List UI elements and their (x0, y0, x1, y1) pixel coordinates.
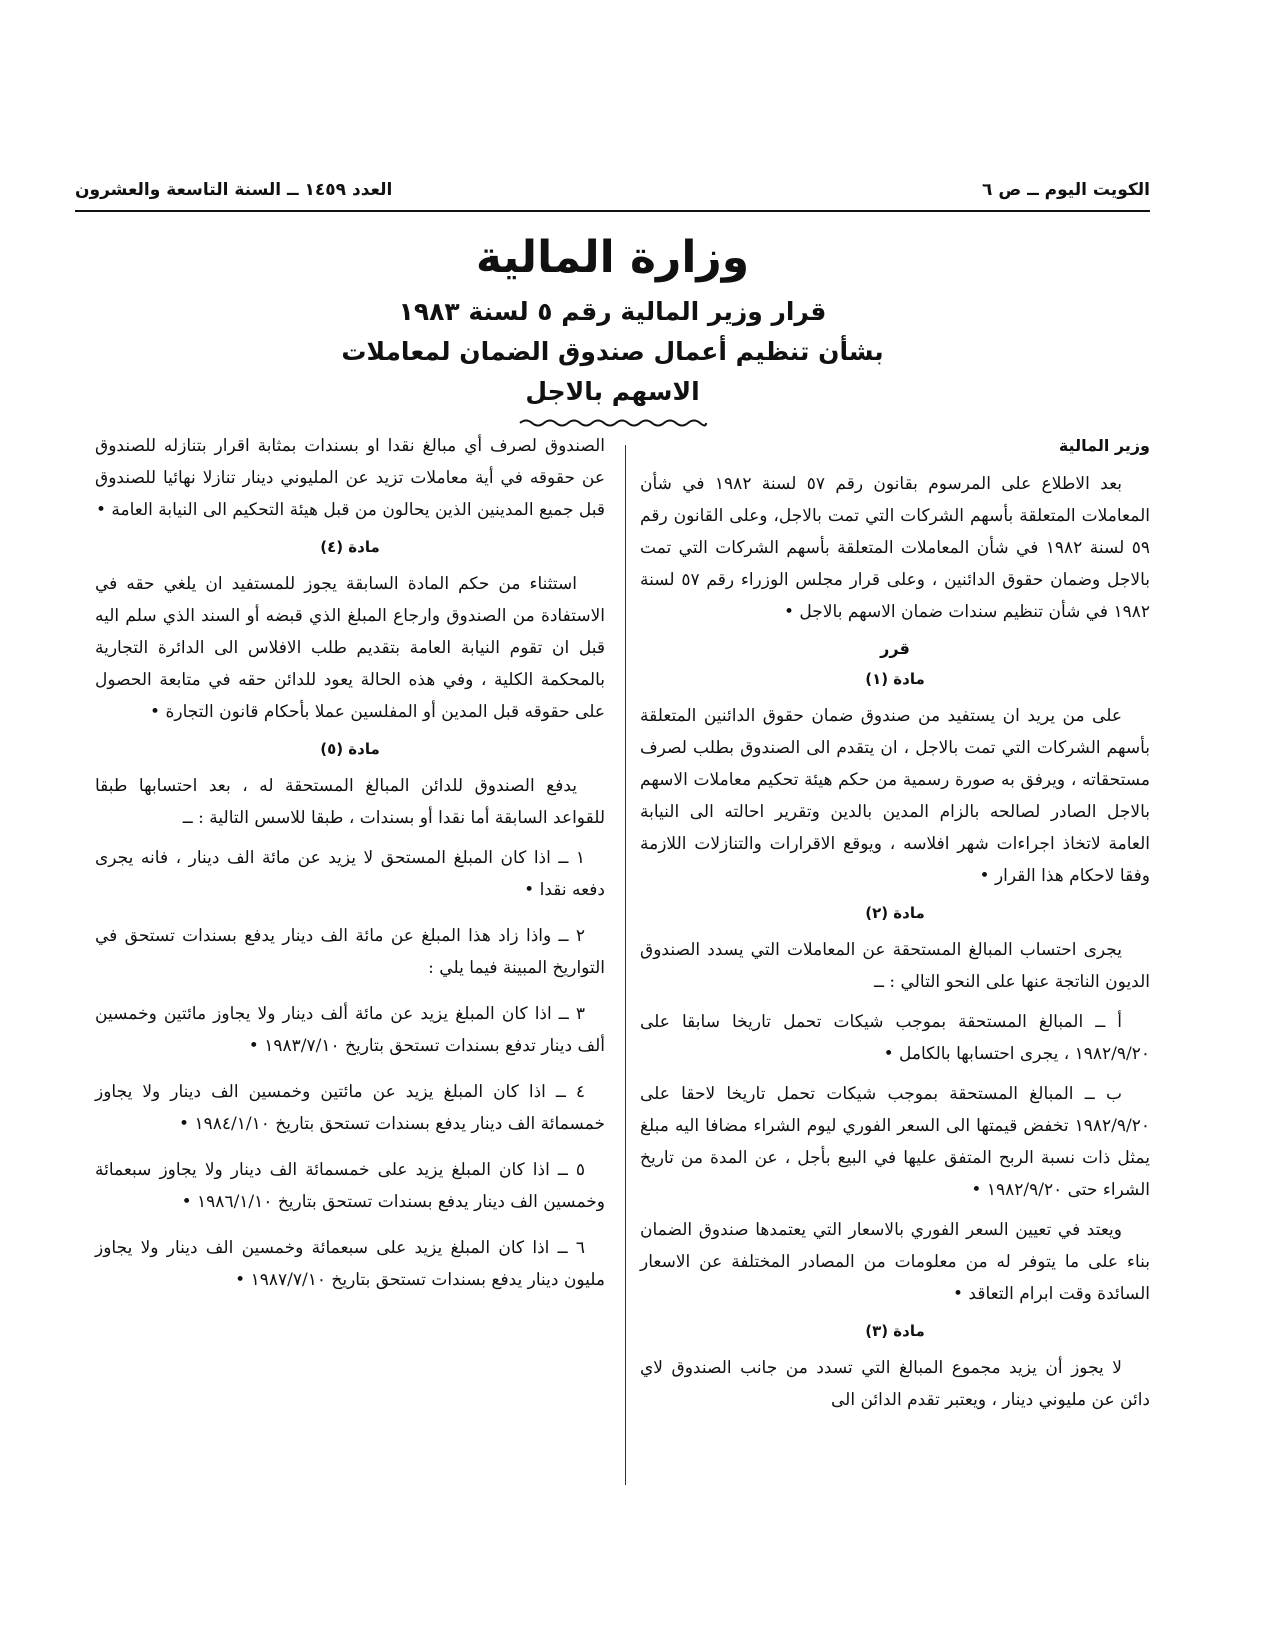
article-2-clause-a: أ ــ المبالغ المستحقة بموجب شيكات تحمل تاريخا سابقا على ١٩٨٢/٩/٢٠ ، يجرى احتسابها بالكامل • (640, 1012, 1150, 1064)
decides-heading: قرر (880, 639, 910, 658)
decree-title: قرار وزير المالية رقم ٥ لسنة ١٩٨٣ (398, 297, 827, 326)
article-1-heading: مادة (١) (865, 670, 925, 688)
article-5-item: ٤ ــ اذا كان المبلغ يزيد عن مائتين وخمسين الف دينار ولا يجاوز خمسمائة الف دينار يدفع بسندات تستحق بتاريخ ١٩٨٤/١/١٠ • (95, 1082, 605, 1134)
article-2-clause-c: ويعتد في تعيين السعر الفوري بالاسعار التي يعتمدها صندوق الضمان بناء على ما يتوفر له من معلومات من المصادر المختلفة عن الاسعار السائدة وقت ابرام التعاقد • (640, 1220, 1150, 1304)
right-column (640, 430, 1150, 1424)
article-3-heading: مادة (٣) (865, 1322, 925, 1340)
article-2-clause-b: ب ــ المبالغ المستحقة بموجب شيكات تحمل تاريخا لاحقا على ١٩٨٢/٩/٢٠ تخفض قيمتها الى السعر الفوري ليوم الشراء مضافا اليه مبلغ يمثل ذات نسبة الربح المتفق عليها في البيع بأجل ، عن المدة من تاريخ الشراء حتى ١٩٨٢/٩/٢٠ • (640, 1084, 1150, 1200)
article-5-item: ٣ ــ اذا كان المبلغ يزيد عن مائة ألف دينار ولا يجاوز مائتين وخمسين ألف دينار تدفع بسندات تستحق بتاريخ ١٩٨٣/٧/١٠ • (95, 1004, 605, 1056)
article-1-text: على من يريد ان يستفيد من صندوق ضمان حقوق الدائنين المتعلقة بأسهم الشركات التي تمت بالاجل ، ان يتقدم الى الصندوق بطلب لصرف مستحقاته ، ويرفق به صورة رسمية من حكم هيئة تحكيم معاملات الاسهم بالاجل الصادر لصالحه بالزام المدين بالدين وتقرير احالته الى النيابة العامة لاتخاذ اجراءات شهر افلاسه ، ويوقع الاقرارات والتنازلات اللازمة وفقا لاحكام هذا القرار • (640, 706, 1150, 886)
article-2-intro: يجرى احتساب المبالغ المستحقة عن المعاملات التي يسدد الصندوق الديون الناتجة عنها على النحو التالي : ــ (640, 940, 1150, 992)
gazette-name-page: الكويت اليوم ــ ص ٦ (982, 180, 1150, 200)
running-header (75, 180, 1150, 210)
article-5-intro: يدفع الصندوق للدائن المبالغ المستحقة له ، بعد احتسابها طبقا للقواعد السابقة أما نقدا أو بسندات ، طبقا للاسس التالية : ــ (95, 776, 605, 828)
header-rule (75, 210, 1150, 212)
ministry-title: وزارة المالية (475, 232, 750, 283)
article-5-heading: مادة (٥) (320, 740, 380, 758)
preamble: بعد الاطلاع على المرسوم بقانون رقم ٥٧ لسنة ١٩٨٢ في شأن المعاملات المتعلقة بأسهم الشركات التي تمت بالاجل، وعلى القانون رقم ٥٩ لسنة ١٩٨٢ في شأن المعاملات المتعلقة بأسهم الشركات التي تمت بالاجل وضمان حقوق الدائنين ، وعلى قرار مجلس الوزراء رقم ٥٧ لسنة ١٩٨٢ في شأن تنظيم سندات ضمان الاسهم بالاجل • (640, 474, 1151, 622)
article-5-item: ٦ ــ اذا كان المبلغ يزيد على سبعمائة وخمسين الف دينار ولا يجاوز مليون دينار يدفع بسندات تستحق بتاريخ ١٩٨٧/٧/١٠ • (95, 1238, 605, 1290)
title-block (75, 228, 1150, 432)
article-5-item: ٥ ــ اذا كان المبلغ يزيد على خمسمائة الف دينار ولا يجاوز سبعمائة وخمسين الف دينار يدفع بسندات تستحق بتاريخ ١٩٨٦/١/١٠ • (95, 1160, 605, 1212)
article-5-item: ٢ ــ واذا زاد هذا المبلغ عن مائة الف دينار يدفع بسندات تستحق في التواريخ المبينة فيما يلي : (95, 926, 605, 978)
article-3-continuation: الصندوق لصرف أي مبالغ نقدا او بسندات بمثابة اقرار بتنازله للصندوق عن حقوقه في أية معاملات تزيد عن المليوني دينار تنازلا نهائيا للصندوق قبل جميع المدينين الذين يحالون من قبل هيئة التحكيم الى النيابة العامة • (95, 436, 605, 520)
left-column (95, 430, 605, 1310)
subject-line-2: الاسهم بالاجل (525, 377, 700, 406)
minister-label: وزير المالية (1058, 436, 1150, 455)
wavy-underline-ornament (518, 418, 708, 428)
article-4-heading: مادة (٤) (320, 538, 380, 556)
article-2-heading: مادة (٢) (865, 904, 925, 922)
article-4-text: استثناء من حكم المادة السابقة يجوز للمستفيد ان يلغي حقه في الاستفادة من الصندوق وارجاع المبلغ الذي قبضه أو السند الذي سلم اليه قبل ان تقوم النيابة العامة بتقديم طلب الافلاس الى الدائرة التجارية بالمحكمة الكلية ، وفي هذه الحالة يعود للدائن حقه في متابعة الحصول على حقوقه قبل المدين أو المفلسين عملا بأحكام قانون التجارة • (95, 574, 605, 722)
article-3-text: لا يجوز أن يزيد مجموع المبالغ التي تسدد من جانب الصندوق لاي دائن عن مليوني دينار ، ويعتبر تقدم الدائن الى (640, 1358, 1150, 1410)
subject-line-1: بشأن تنظيم أعمال صندوق الضمان لمعاملات (341, 337, 884, 366)
column-divider (625, 445, 626, 1485)
article-5-item: ١ ــ اذا كان المبلغ المستحق لا يزيد عن مائة الف دينار ، فانه يجرى دفعه نقدا • (95, 848, 605, 900)
issue-number-year: العدد ١٤٥٩ ــ السنة التاسعة والعشرون (75, 180, 393, 200)
